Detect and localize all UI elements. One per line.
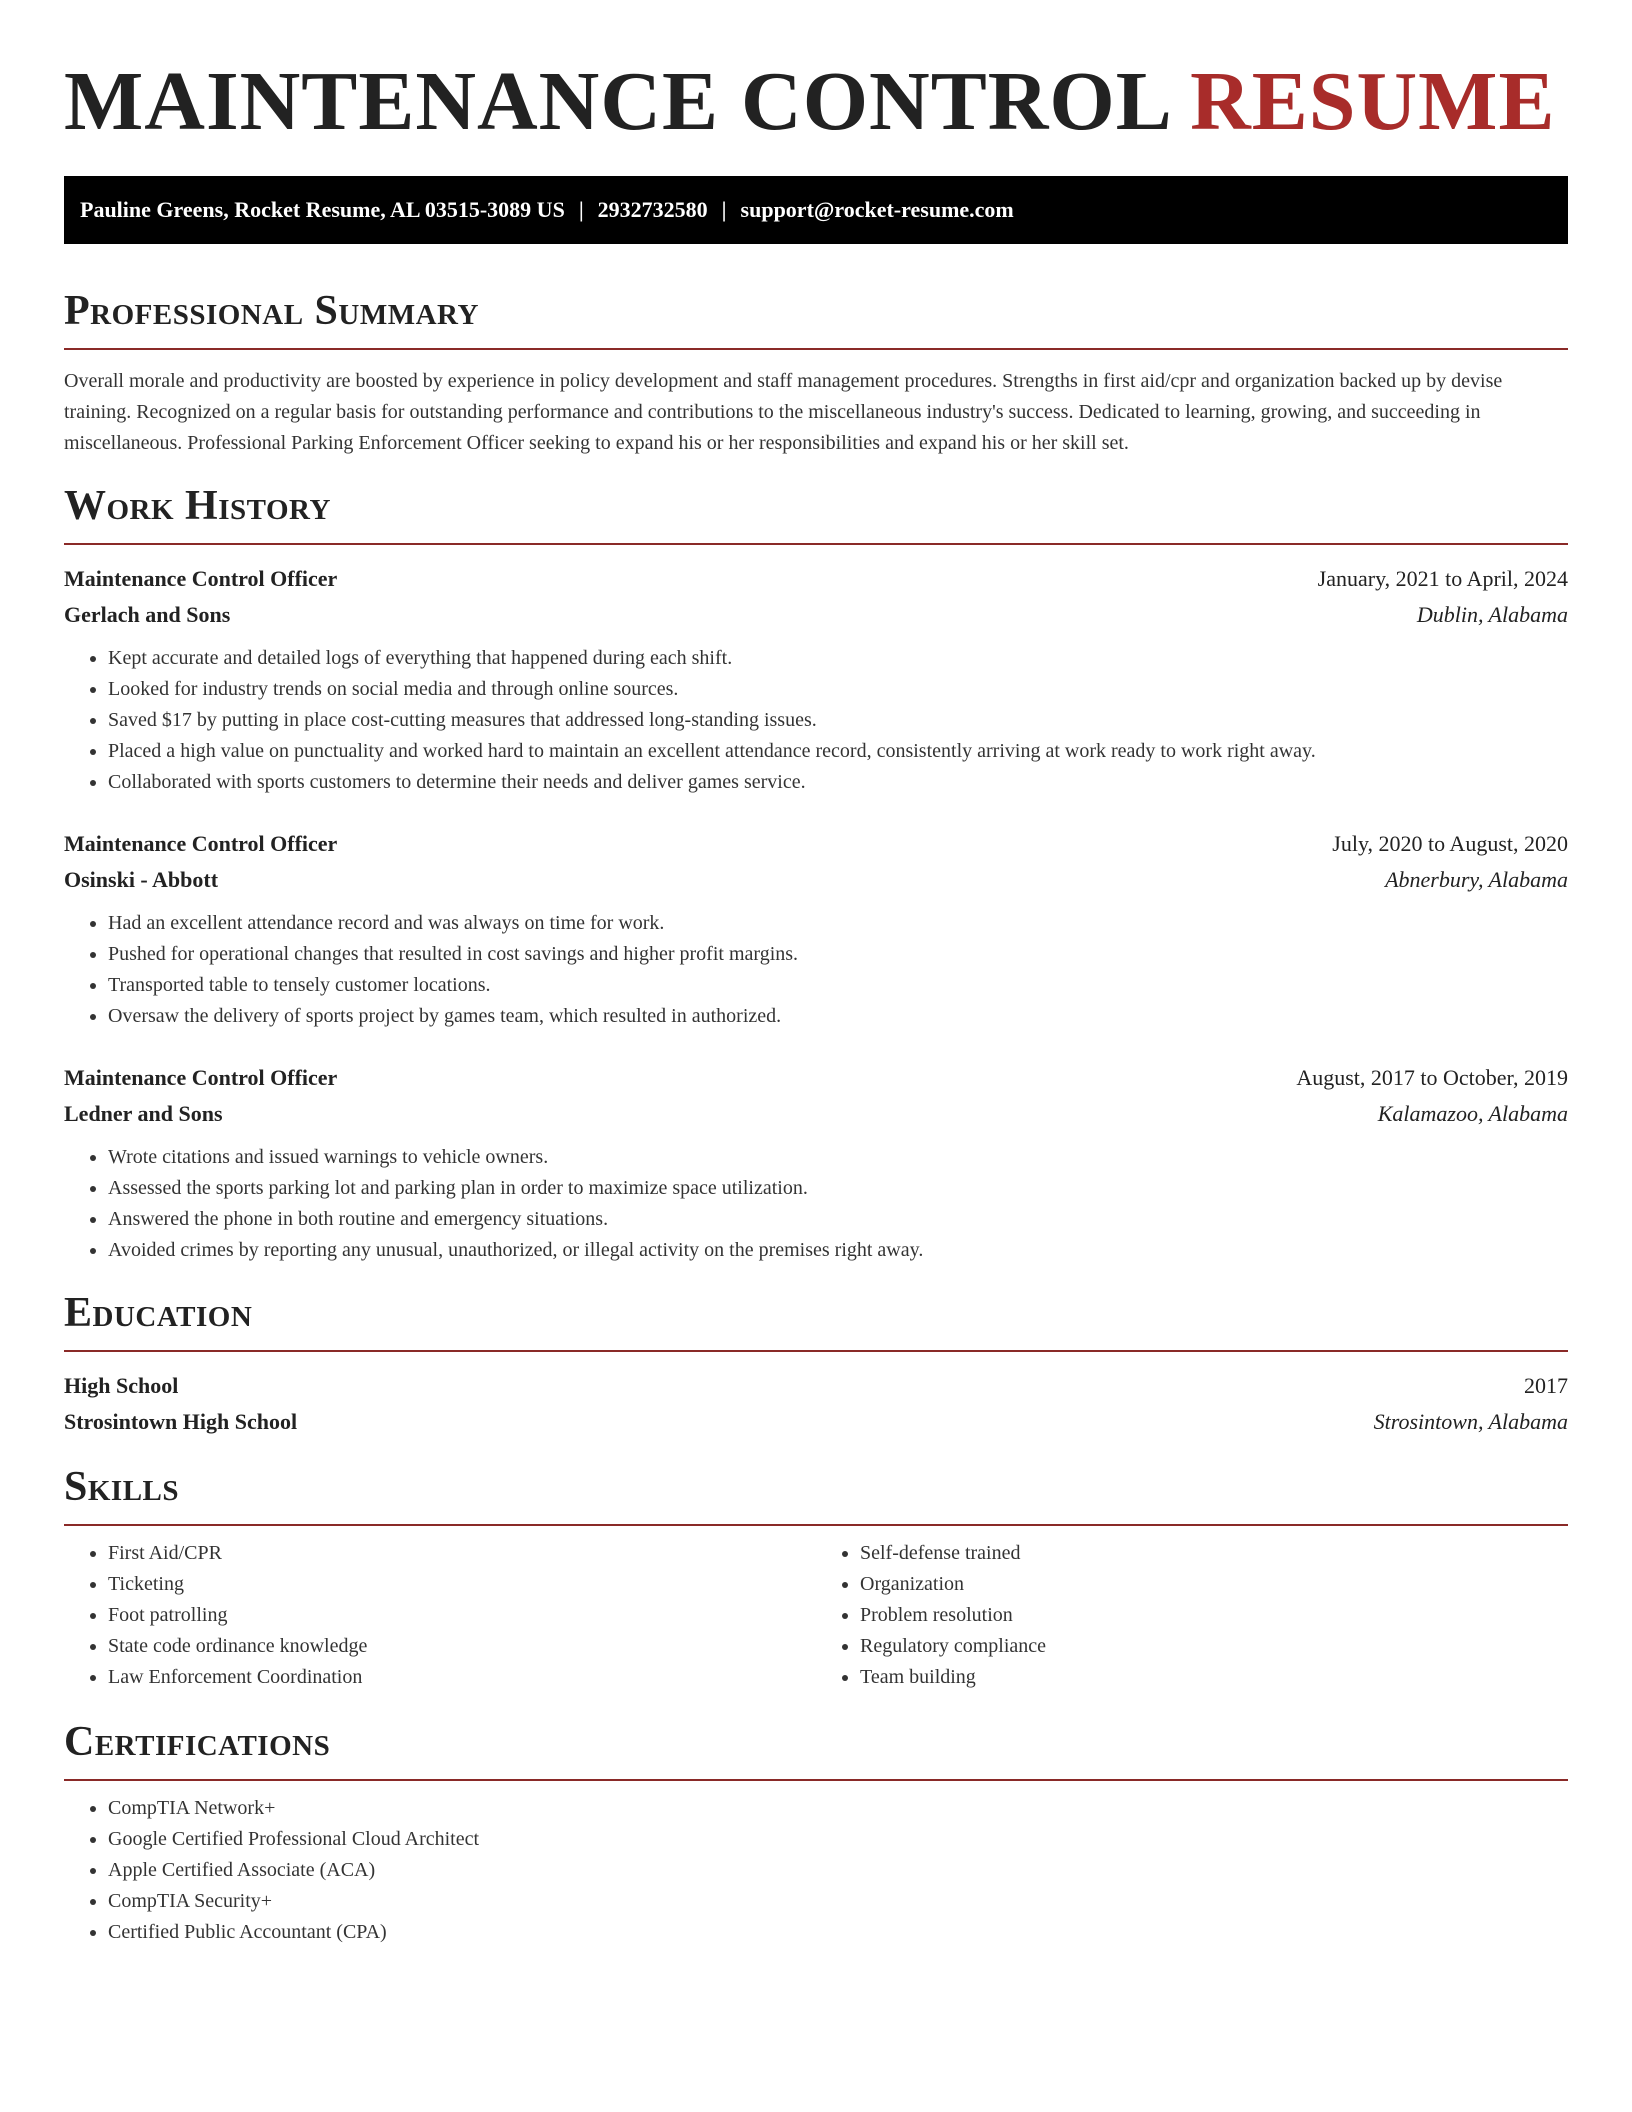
certification-item: • CompTIA Security+	[108, 1886, 1568, 1917]
education-school-row	[64, 1404, 1568, 1440]
contact-bar	[64, 176, 1568, 244]
contact-separator: |	[721, 197, 727, 222]
skill-item: • Law Enforcement Coordination	[108, 1662, 816, 1693]
education-heading: Education	[64, 1288, 1568, 1352]
education-section	[64, 1288, 1568, 1440]
contact-separator: |	[578, 197, 584, 222]
education-entry	[64, 1368, 1568, 1440]
skill-item: • Team building	[860, 1662, 1568, 1693]
job-company-row	[64, 597, 1568, 633]
summary-text: Overall morale and productivity are boosted by experience in policy development and staff management procedures. Strengths in first aid/cpr and organization backed up by devise training. Recognized on a regular basis for outstanding performance and contributions to the miscellaneous industry's success. Dedicated to learning, growing, and succeeding in miscellaneous. Professional Parking Enforcement Officer seeking to expand his or her responsibilities and expand his or her skill set.	[64, 370, 1503, 454]
job-location: Abnerbury, Alabama	[1385, 867, 1568, 892]
job-location: Kalamazoo, Alabama	[1377, 1101, 1568, 1126]
skills-list-left	[64, 1538, 816, 1693]
job-entry	[64, 561, 1568, 798]
job-dates: July, 2020 to August, 2020	[1332, 831, 1568, 856]
skill-item: • Self-defense trained	[860, 1538, 1568, 1569]
work-section	[64, 481, 1568, 1266]
summary-section	[64, 286, 1568, 459]
job-bullet: • Transported table to tensely customer locations.	[108, 970, 1568, 1001]
job-entry	[64, 1060, 1568, 1266]
certification-item: • Google Certified Professional Cloud Architect	[108, 1824, 1568, 1855]
certifications-section	[64, 1717, 1568, 1948]
job-company: Gerlach and Sons	[64, 602, 231, 627]
education-degree: High School	[64, 1373, 179, 1398]
title-accent: RESUME	[1190, 55, 1556, 148]
skill-item: • Ticketing	[108, 1569, 816, 1600]
job-title: Maintenance Control Officer	[64, 1065, 338, 1090]
resume-title	[64, 52, 1568, 152]
skills-grid	[64, 1526, 1568, 1693]
job-bullet: • Avoided crimes by reporting any unusual, unauthorized, or illegal activity on the premises right away.	[108, 1235, 1568, 1266]
job-title-row	[64, 561, 1568, 597]
education-year: 2017	[1524, 1373, 1568, 1398]
job-bullet: • Oversaw the delivery of sports project by games team, which resulted in authorized.	[108, 1001, 1568, 1032]
job-bullets	[64, 1142, 1568, 1266]
certification-item: • CompTIA Network+	[108, 1793, 1568, 1824]
job-dates: January, 2021 to April, 2024	[1317, 566, 1568, 591]
certification-item: • Certified Public Accountant (CPA)	[108, 1917, 1568, 1948]
certifications-list	[64, 1793, 1568, 1948]
job-company-row	[64, 1096, 1568, 1132]
education-school: Strosintown High School	[64, 1409, 298, 1434]
job-bullets	[64, 643, 1568, 798]
job-company: Ledner and Sons	[64, 1101, 223, 1126]
skills-section	[64, 1462, 1568, 1693]
certifications-heading: Certifications	[64, 1717, 1568, 1781]
job-bullet: • Looked for industry trends on social media and through online sources.	[108, 674, 1568, 705]
job-dates: August, 2017 to October, 2019	[1296, 1065, 1568, 1090]
job-title: Maintenance Control Officer	[64, 566, 338, 591]
job-bullet: • Kept accurate and detailed logs of everything that happened during each shift.	[108, 643, 1568, 674]
job-bullet: • Pushed for operational changes that resulted in cost savings and higher profit margins.	[108, 939, 1568, 970]
job-bullet: • Wrote citations and issued warnings to vehicle owners.	[108, 1142, 1568, 1173]
education-degree-row	[64, 1368, 1568, 1404]
skill-item: • Organization	[860, 1569, 1568, 1600]
job-entry	[64, 826, 1568, 1032]
skills-list-right	[816, 1538, 1568, 1693]
certification-item: • Apple Certified Associate (ACA)	[108, 1855, 1568, 1886]
job-bullet: • Collaborated with sports customers to determine their needs and deliver games service.	[108, 767, 1568, 798]
skill-item: • Foot patrolling	[108, 1600, 816, 1631]
work-heading: Work History	[64, 481, 1568, 545]
skill-item: • First Aid/CPR	[108, 1538, 816, 1569]
job-title-row	[64, 1060, 1568, 1096]
job-location: Dublin, Alabama	[1416, 602, 1568, 627]
contact-phone: 2932732580	[597, 197, 708, 222]
job-bullet: • Assessed the sports parking lot and parking plan in order to maximize space utilization.	[108, 1173, 1568, 1204]
summary-heading: Professional Summary	[64, 286, 1568, 350]
job-bullet: • Saved $17 by putting in place cost-cutting measures that addressed long-standing issues.	[108, 705, 1568, 736]
title-main: MAINTENANCE CONTROL	[64, 55, 1169, 148]
job-bullet: • Had an excellent attendance record and was always on time for work.	[108, 908, 1568, 939]
job-title-row	[64, 826, 1568, 862]
job-title: Maintenance Control Officer	[64, 831, 338, 856]
skills-heading: Skills	[64, 1462, 1568, 1526]
skill-item: • Regulatory compliance	[860, 1631, 1568, 1662]
skill-item: • Problem resolution	[860, 1600, 1568, 1631]
job-bullets	[64, 908, 1568, 1032]
skill-item: • State code ordinance knowledge	[108, 1631, 816, 1662]
job-company-row	[64, 862, 1568, 898]
contact-address: Pauline Greens, Rocket Resume, AL 03515-3089 US	[80, 197, 565, 222]
job-bullet: • Placed a high value on punctuality and worked hard to maintain an excellent attendance record, consistently arriving at work ready to work right away.	[108, 736, 1568, 767]
job-bullet: • Answered the phone in both routine and emergency situations.	[108, 1204, 1568, 1235]
education-location: Strosintown, Alabama	[1373, 1409, 1568, 1434]
job-company: Osinski - Abbott	[64, 867, 219, 892]
contact-email[interactable]: support@rocket-resume.com	[740, 197, 1014, 222]
